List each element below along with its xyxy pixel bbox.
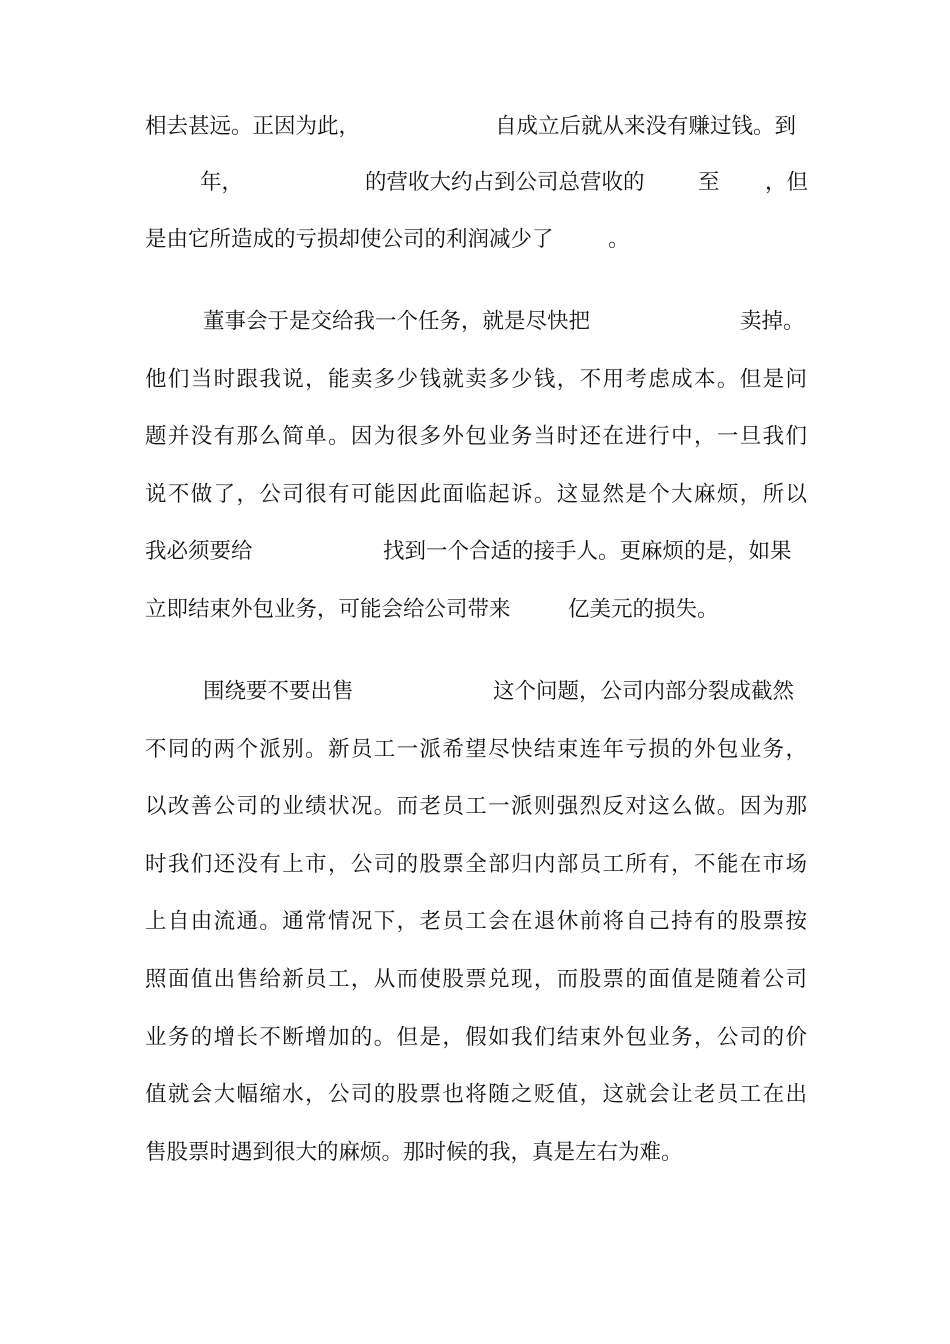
text-segment: 我必须要给 — [145, 539, 253, 564]
text-segment: 亿美元的损失。 — [568, 597, 719, 622]
text-segment: 董事会于是交给我一个任务，就是尽快把 — [203, 309, 591, 334]
text-line — [0, 672, 950, 712]
text-line — [0, 163, 950, 203]
text-segment: 售股票时遇到很大的麻烦。那时候的我，真是左右为难。 — [145, 1140, 683, 1165]
text-segment: 。 — [608, 227, 630, 252]
text-segment: 这个问题，公司内部分裂成截然 — [493, 679, 795, 704]
text-line: 不同的两个派别。新员工一派希望尽快结束连年亏损的外包业务， — [145, 737, 807, 762]
text-segment: ，但 — [765, 170, 809, 195]
text-line: 他们当时跟我说，能卖多少钱就卖多少钱，不用考虑成本。但是问 — [145, 367, 807, 392]
text-segment: 自成立后就从来没有赚过钱。到 — [495, 114, 797, 139]
text-segment: 卖掉。 — [740, 309, 805, 334]
text-segment: 相去甚远。正因为此， — [145, 114, 361, 139]
text-segment: 年， — [200, 170, 244, 195]
text-line — [0, 107, 950, 147]
text-line: 业务的增长不断增加的。但是，假如我们结束外包业务，公司的价 — [145, 1025, 807, 1050]
text-line: 上自由流通。通常情况下，老员工会在退休前将自己持有的股票按 — [145, 909, 807, 934]
text-line: 以改善公司的业绩状况。而老员工一派则强烈反对这么做。因为那 — [145, 794, 807, 819]
text-line — [0, 1133, 950, 1173]
text-line: 时我们还没有上市，公司的股票全部归内部员工所有，不能在市场 — [145, 852, 807, 877]
text-segment: 的营收大约占到公司总营收的 — [365, 170, 645, 195]
text-line: 照面值出售给新员工，从而使股票兑现，而股票的面值是随着公司 — [145, 967, 807, 992]
text-segment: 是由它所造成的亏损却使公司的利润减少了 — [145, 227, 554, 252]
text-line: 值就会大幅缩水，公司的股票也将随之贬值，这就会让老员工在出 — [145, 1082, 807, 1107]
text-segment: 立即结束外包业务，可能会给公司带来 — [145, 597, 511, 622]
text-line — [0, 220, 950, 260]
text-line — [0, 590, 950, 630]
text-segment: 至 — [698, 170, 720, 195]
text-line — [0, 302, 950, 342]
text-segment: 围绕要不要出售 — [203, 679, 354, 704]
text-segment: 找到一个合适的接手人。更麻烦的是，如果 — [383, 539, 792, 564]
text-line — [0, 532, 950, 572]
text-line: 题并没有那么简单。因为很多外包业务当时还在进行中，一旦我们 — [145, 424, 807, 449]
text-line: 说不做了，公司很有可能因此面临起诉。这显然是个大麻烦，所以 — [145, 482, 807, 507]
